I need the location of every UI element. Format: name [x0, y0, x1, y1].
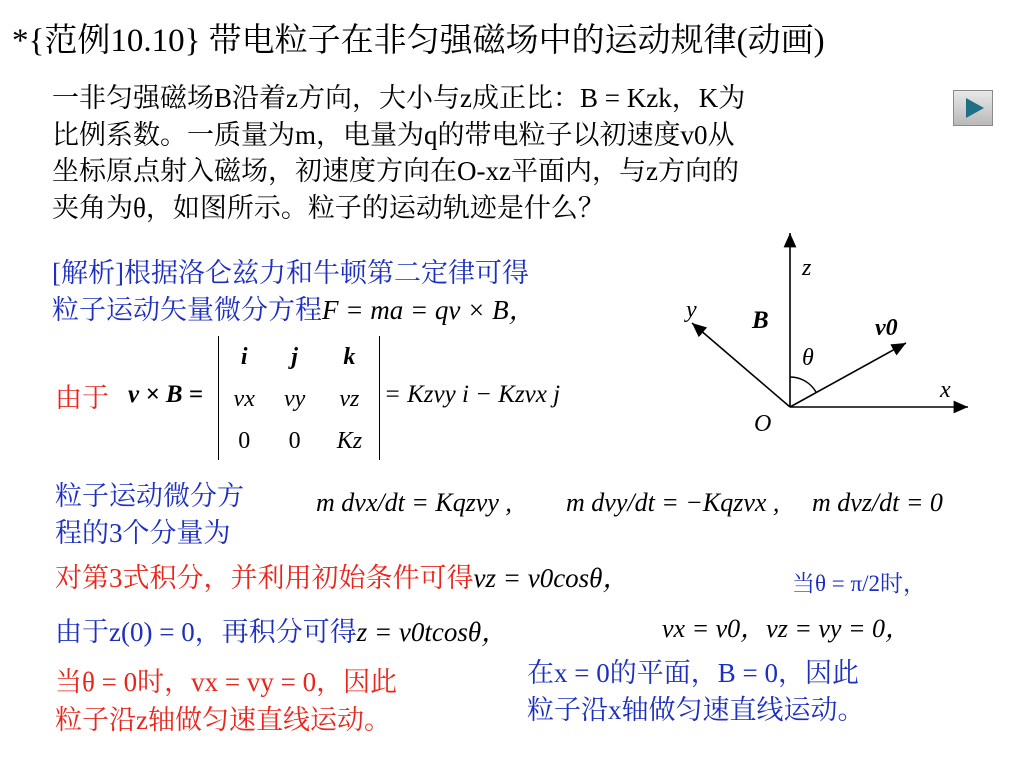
components-label-1: 粒子运动微分方 — [55, 481, 244, 511]
determinant-matrix — [218, 336, 380, 460]
b-label: B — [752, 307, 769, 334]
analysis-line-1: [解析]根据洛仑兹力和牛顿第二定律可得 — [52, 258, 529, 288]
matrix-cell: vy — [283, 386, 306, 412]
theta-arc — [790, 377, 816, 392]
component-equation-z: m dvz/dt = 0 — [812, 488, 943, 517]
z-label: z — [802, 255, 812, 281]
theta-zero-line-1: 当θ = 0时，vx = vy = 0，因此 — [55, 667, 398, 697]
y-label: y — [686, 297, 697, 323]
problem-line-3: 坐标原点射入磁场，初速度方向在O-xz平面内，与z方向的 — [52, 156, 739, 186]
v0-label: v0 — [875, 315, 898, 341]
matrix-table — [219, 336, 379, 462]
y-axis — [692, 323, 790, 407]
vector-equation: F = ma = qv × B， — [322, 295, 536, 325]
component-equation-y: m dvy/dt = −Kqzvx , — [566, 488, 780, 517]
z-integration-lead: 由于z(0) = 0，再积分可得 — [55, 617, 357, 647]
analysis-line-2-text: 粒子运动矢量微分方程 — [52, 295, 322, 325]
integration-text — [55, 560, 629, 596]
theta-label: θ — [802, 345, 814, 371]
analysis-line-2 — [52, 292, 536, 328]
components-label-2: 程的3个分量为 — [55, 518, 231, 548]
cross-product-rhs: = Kzvy i − Kzvx j — [384, 381, 561, 408]
theta-pi-half-result: vx = v0，vz = vy = 0， — [662, 614, 911, 643]
play-triangle-icon — [966, 98, 984, 118]
integration-lead: 对第3式积分，并利用初始条件可得 — [55, 563, 474, 593]
matrix-cell: k — [343, 344, 356, 370]
problem-line-2: 比例系数。一质量为m，电量为q的带电粒子以初速度v0从 — [52, 119, 735, 150]
theta-pi-half-condition: 当θ = π/2时， — [792, 571, 926, 596]
problem-statement — [52, 80, 932, 226]
matrix-cell: vz — [339, 386, 360, 412]
z-result: z = v0tcosθ， — [356, 617, 509, 647]
matrix-cell: 0 — [238, 428, 251, 454]
x-plane-line-2: 粒子沿x轴做匀速直线运动。 — [527, 695, 865, 725]
problem-line-4: 夹角为θ，如图所示。粒子的运动轨迹是什么？ — [52, 192, 605, 223]
matrix-cell: vx — [233, 386, 255, 412]
matrix-cell: i — [240, 344, 248, 370]
cross-product-lhs: v × B = — [128, 381, 204, 408]
matrix-cell: 0 — [288, 428, 301, 454]
cross-product-lead: 由于 — [55, 383, 109, 413]
theta-zero-line-2: 粒子沿z轴做匀速直线运动。 — [55, 705, 391, 735]
x-plane-line-1: 在x = 0的平面，B = 0，因此 — [527, 658, 859, 688]
problem-line-1: 一非匀强磁场B沿着z方向，大小与z成正比：B = Kzk，K为 — [52, 83, 746, 113]
component-equation-x: m dvx/dt = Kqzvy , — [316, 488, 512, 517]
x-label: x — [940, 377, 951, 403]
z-integration-line — [55, 614, 508, 650]
slide-title: *{范例10.10} 带电粒子在非匀强磁场中的运动规律(动画) — [12, 23, 825, 59]
vz-result: vz = v0cosθ， — [473, 563, 630, 593]
matrix-cell: Kz — [336, 428, 363, 454]
matrix-cell: j — [291, 344, 298, 370]
coordinate-diagram — [670, 225, 990, 440]
play-animation-button[interactable] — [953, 90, 993, 126]
origin-label: O — [754, 411, 772, 437]
